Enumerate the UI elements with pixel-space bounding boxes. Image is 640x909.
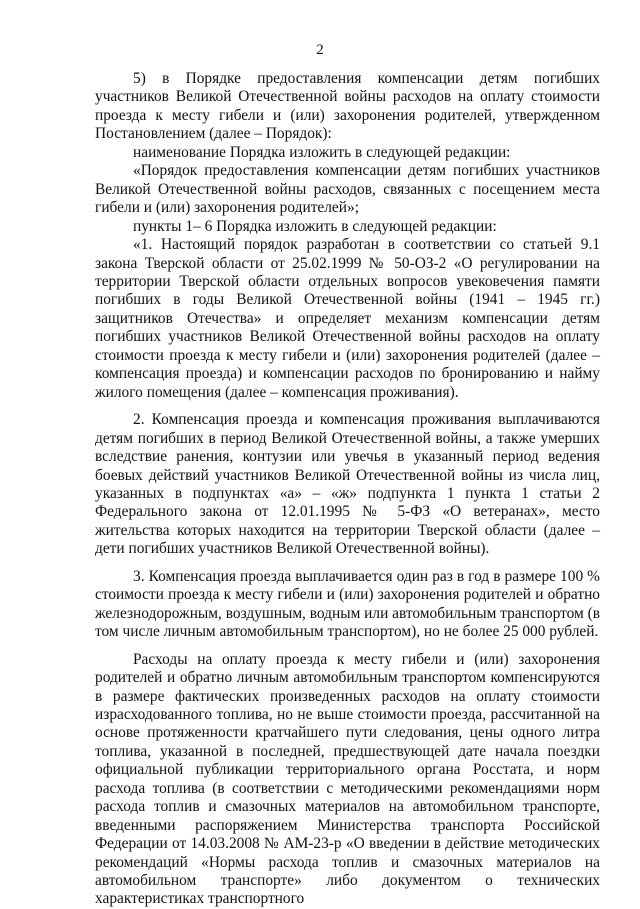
- paragraph-new-name: «Порядок предоставления компенсации детям погибших участников Великой Отечественной войны расходов, связанных с посещением места гибели и (или) захоронения родителей»;: [95, 162, 600, 217]
- paragraph-point-2: 2. Компенсация проезда и компенсация проживания выплачиваются детям погибших в период Великой Отечественной войны, а также умерших вследствие ранения, контузии или увечья в указанный период ведения боевых действий участников Великой Отечественной войны из числа лиц, указанных в подпунктах «а» – «ж» подпункта 1 пункта 1 статьи 2 Федерального закона от 12.01.1995 № 5-ФЗ «О ветеранах», место жительства которых находится на территории Тверской области (далее – дети погибших участников Великой Отечественной войны).: [95, 411, 600, 558]
- paragraph-point-1: «1. Настоящий порядок разработан в соответствии со статьей 9.1 закона Тверской области от 25.02.1999 № 50-ОЗ-2 «О регулировании на территории Тверской области отдельных вопросов увековечения памяти погибших в годы Великой Отечественной войны (1941 – 1945 гг.) защитников Отечества» и определяет механизм компенсации детям погибших участников Великой Отечественной войны расходов на оплату стоимости проезда к месту гибели и (или) захоронения родителей (далее – компенсация проезда) и компенсации расходов по бронированию и найму жилого помещения (далее – компенсация проживания).: [95, 236, 600, 401]
- paragraph-fuel-expenses: Расходы на оплату проезда к месту гибели и (или) захоронения родителей и обратно личным автомобильным транспортом компенсируются в размере фактических произведенных расходов на оплату стоимости израсходованного топлива, но не выше стоимости проезда, рассчитанной на основе протяженности кратчайшего пути следования, цены одного литра топлива, указанной в последней, предшествующей дате начала поездки официальной публикации территориального органа Росстата, и норм расхода топлива (в соответствии с методическими рекомендациями норм расхода топлив и смазочных материалов на автомобильном транспорте, введенными распоряжением Министерства транспорта Российской Федерации от 14.03.2008 № АМ-23-р «О введении в действие методических рекомендаций «Нормы расхода топлив и смазочных материалов на автомобильном транспорте» либо документом о технических характеристиках транспортного: [95, 650, 600, 908]
- paragraph-name-instruction: наименование Порядка изложить в следующей редакции:: [133, 143, 511, 161]
- paragraph-points-instruction: пункты 1– 6 Порядка изложить в следующей редакции:: [133, 217, 497, 235]
- page-number: 2: [316, 42, 324, 58]
- paragraph-point-3: 3. Компенсация проезда выплачивается один раз в год в размере 100 % стоимости проезда к месту гибели и (или) захоронения родителей и обратно железнодорожным, воздушным, водным или автомобильным транспортом (в том числе личным автомобильным транспортом), но не более 25 000 рублей.: [95, 567, 601, 641]
- paragraph-item-5: 5) в Порядке предоставления компенсации детям погибших участников Великой Отечественной войны расходов на оплату стоимости проезда к месту гибели и (или) захоронения родителей, утвержденном Постановлением (далее – Порядок):: [95, 70, 600, 143]
- document-body: [95, 70, 600, 909]
